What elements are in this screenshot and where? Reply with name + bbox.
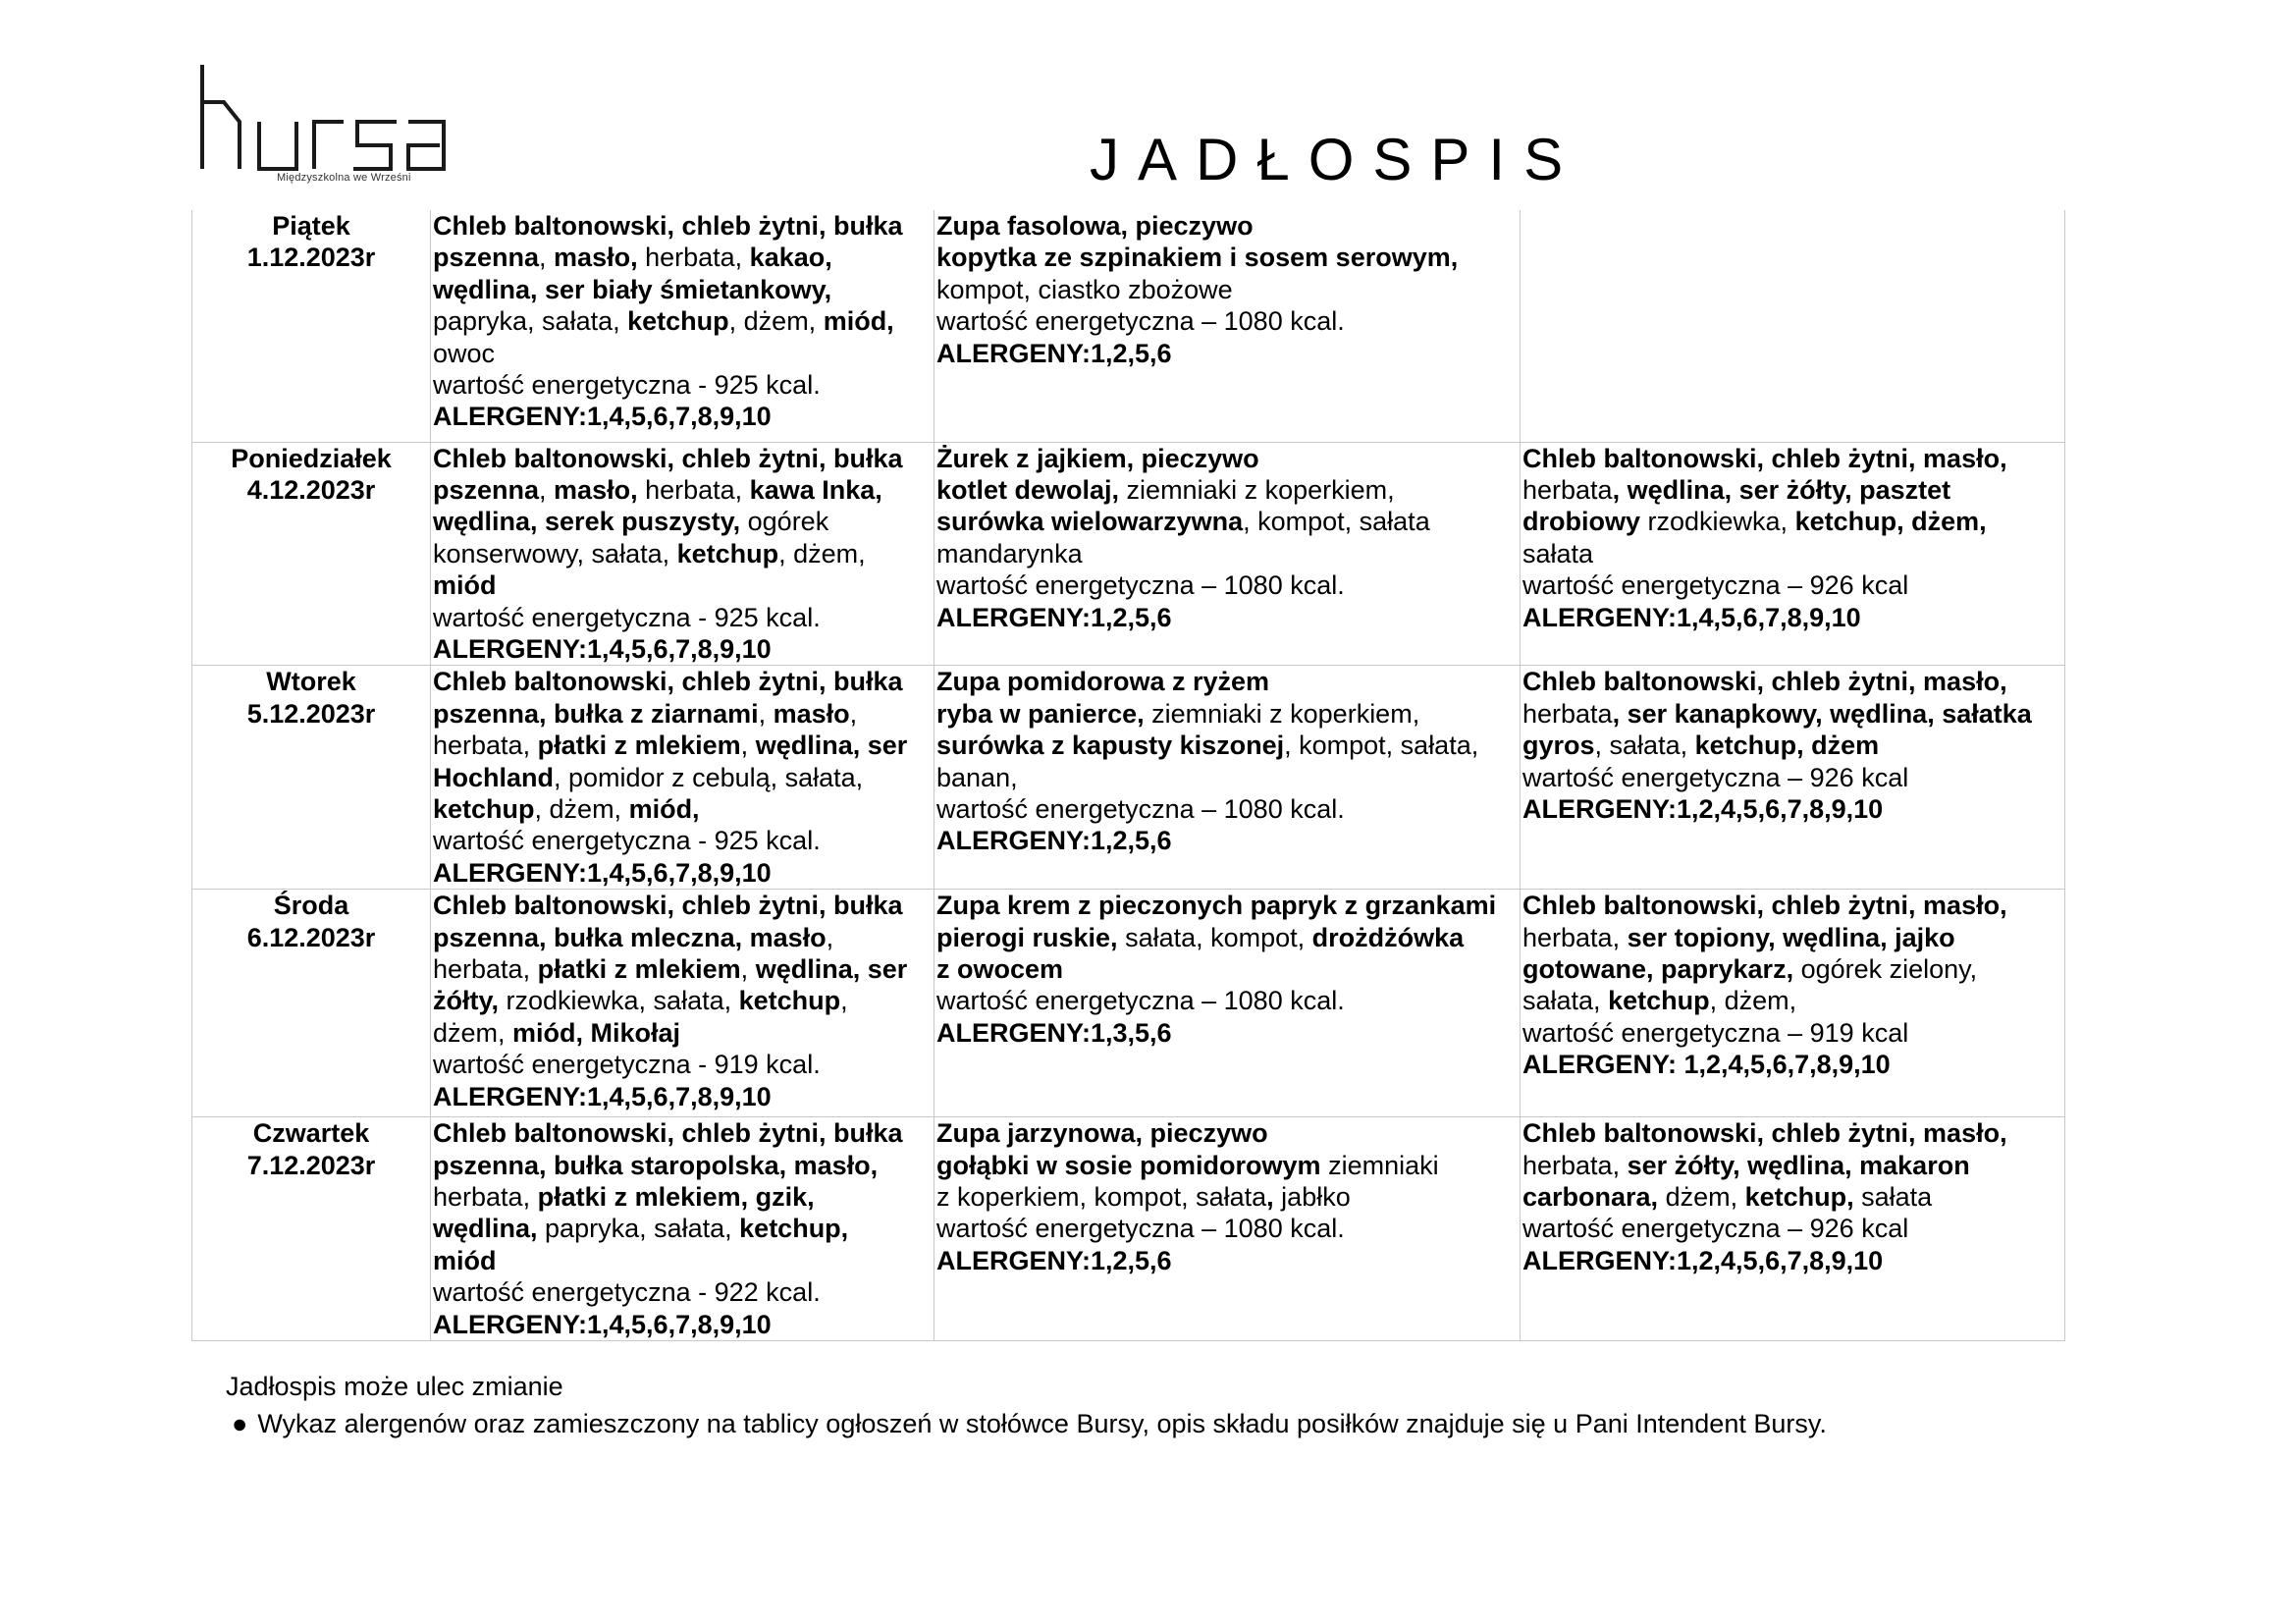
menu-text: Chleb baltonowski, chleb żytni, masło, [1522,667,2007,697]
menu-line [936,698,1518,730]
menu-text: herbata, [433,731,538,761]
menu-line [433,1150,932,1181]
menu-text: wartość energetyczna - 922 kcal. [433,1277,821,1308]
day-name: Czwartek [252,1118,370,1149]
menu-text: , ser kanapkowy, wędlina, sałatka [1612,698,2032,729]
menu-text: ALERGENY:1,2,5,6 [936,826,1172,856]
menu-line [936,474,1518,506]
menu-text: miód, Mikołaj [512,1017,681,1048]
menu-line [936,890,1518,921]
menu-text: rzodkiewka, sałata, [499,986,739,1016]
menu-line [1522,1245,2062,1276]
breakfast-cell [431,890,934,1117]
menu-text: gotowane, paprykarz, [1522,954,1794,984]
menu-line [433,602,932,633]
menu-text: Zupa pomidorowa z ryżem [936,667,1270,697]
table-row [192,1117,2065,1341]
menu-table [191,210,2065,1341]
menu-text: Chleb baltonowski, chleb żytni, masło, [1522,891,2007,921]
menu-line [433,401,932,432]
menu-line [433,506,932,537]
menu-text: papryka, sałata, [433,306,628,337]
menu-line [433,242,932,273]
menu-text: ketchup, dżem [1694,731,1880,761]
menu-line [1522,506,2062,537]
menu-text: Hochland [433,762,555,792]
menu-line [936,210,1518,242]
menu-line [936,506,1518,537]
day-name: Wtorek [266,667,356,697]
menu-text: Chleb baltonowski, chleb żytni, masło, [1522,1118,2007,1149]
menu-line [433,274,932,305]
menu-text: wartość energetyczna – 926 kcal [1522,1214,1909,1244]
breakfast-cell [431,210,934,442]
day-cell [192,210,431,442]
menu-text: ALERGENY:1,4,5,6,7,8,9,10 [433,402,772,432]
day-name: Poniedziałek [231,443,392,473]
menu-text: , pomidor z cebulą, sałata, [554,762,864,792]
menu-text: wartość energetyczna - 925 kcal. [433,826,821,856]
menu-line [433,1309,932,1340]
menu-text: sałata [1522,538,1594,568]
menu-text: ziemniaki z koperkiem, [1144,698,1420,729]
menu-line [936,730,1518,761]
menu-text: , [539,474,555,505]
menu-text: , wędlina, ser żółty, pasztet [1612,474,1951,505]
menu-line [433,1276,932,1308]
menu-text: , [539,243,555,273]
menu-text: ALERGENY:1,2,4,5,6,7,8,9,10 [1522,793,1884,824]
menu-text: ALERGENY:1,4,5,6,7,8,9,10 [433,1309,772,1339]
menu-text: surówka z kapusty kiszonej [936,731,1285,761]
menu-text: ketchup, dżem, [1794,507,1987,537]
menu-text: sałata, kompot, [1117,922,1312,952]
menu-line [1522,1049,2062,1080]
menu-text: , [849,698,858,729]
menu-text: , dżem, [1709,986,1797,1016]
menu-text: , [1266,1182,1274,1212]
menu-line [433,1049,932,1080]
table-row [192,890,2065,1117]
menu-text: z koperkiem, kompot, sałata [936,1182,1267,1212]
menu-text: pszenna, bułka mleczna, masło [433,922,827,952]
menu-text: wartość energetyczna – 1080 kcal. [936,793,1345,824]
menu-text: kotlet dewolaj, [936,474,1120,505]
menu-line [936,305,1518,337]
menu-text: gyros [1522,731,1595,761]
menu-text: ketchup, [739,1214,849,1244]
dinner-cell [934,442,1521,666]
allergen-info-list-item [232,1406,1827,1441]
menu-line [1522,1181,2062,1213]
menu-text: ALERGENY:1,4,5,6,7,8,9,10 [433,1081,772,1111]
menu-text: drożdżówka [1311,922,1465,952]
menu-line [433,985,932,1016]
menu-text: ketchup [738,986,841,1016]
table-row [192,442,2065,666]
day-date: 5.12.2023r [246,698,376,729]
menu-line [936,922,1518,953]
menu-text: Zupa fasolowa, pieczywo [936,211,1254,241]
supper-cell [1521,890,2065,1117]
menu-text: ALERGENY:1,4,5,6,7,8,9,10 [433,857,772,888]
menu-line [1522,538,2062,569]
menu-line [433,1245,932,1276]
day-date: 1.12.2023r [246,243,376,273]
menu-text: pierogi ruskie, [936,922,1118,952]
menu-text: , dżem, [728,306,824,337]
menu-text: miód, [628,793,700,824]
menu-text: surówka wielowarzywna [936,507,1244,537]
menu-line [1522,953,2062,985]
menu-text: , sałata, [1594,731,1695,761]
menu-text: ALERGENY:1,2,5,6 [936,338,1172,368]
menu-text: wartość energetyczna – 1080 kcal. [936,1214,1345,1244]
menu-line [433,890,932,921]
day-cell [192,890,431,1117]
menu-text: wędlina, serek puszysty, [433,507,741,537]
menu-text: masło [773,698,850,729]
menu-text: konserwowy, sałata, [433,538,677,568]
menu-text: ALERGENY:1,2,5,6 [936,602,1172,632]
menu-line [433,730,932,761]
menu-text: wędlina, ser biały śmietankowy, [433,274,832,304]
allergen-info-text: Wykaz alergenów oraz zamieszczony na tablicy ogłoszeń w stołówce Bursy, opis składu posiłków znajduje się u Pani Intendent Bursy. [257,1409,1827,1438]
menu-text: , [740,954,756,984]
menu-text: Chleb baltonowski, chleb żytni, bułka [433,211,903,241]
menu-line [1522,890,2062,921]
menu-line [1522,793,2062,825]
logo-subtitle: Międzyszkolna we Wrześni [277,172,411,184]
menu-line [433,569,932,601]
menu-text: ogórek zielony, [1793,954,1978,984]
menu-text: pszenna, bułka z ziarnami [433,698,759,729]
menu-line [433,633,932,665]
menu-text: miód, [823,306,894,337]
breakfast-cell [431,1117,934,1341]
menu-text: drobiowy [1522,507,1640,537]
menu-text: Chleb baltonowski, chleb żytni, masło, [1522,443,2007,473]
menu-line [936,443,1518,474]
menu-line [936,793,1518,825]
menu-text: ryba w panierce, [936,698,1145,729]
menu-line [936,825,1518,856]
menu-text: herbata [1522,474,1613,505]
menu-line [1522,762,2062,793]
menu-text: papryka, sałata, [537,1214,740,1244]
menu-line [433,369,932,401]
day-date: 6.12.2023r [246,922,376,952]
menu-line [936,1017,1518,1049]
menu-line [936,538,1518,569]
menu-line [1522,922,2062,953]
menu-line [433,474,932,506]
menu-text: dżem, [433,1017,513,1048]
day-cell [192,666,431,890]
menu-text: płatki z mlekiem, gzik, [537,1182,815,1212]
menu-text: ziemniaki z koperkiem, [1119,474,1395,505]
menu-text: , [758,698,774,729]
supper-cell [1521,210,2065,442]
menu-text: gołąbki w sosie pomidorowym [936,1150,1321,1180]
menu-line [1522,474,2062,506]
menu-line [1522,569,2062,601]
menu-text: wartość energetyczna - 919 kcal. [433,1050,821,1080]
menu-line [936,338,1518,369]
day-cell [192,442,431,666]
menu-text: wartość energetyczna – 926 kcal [1522,570,1909,601]
day-name: Piątek [272,211,350,241]
menu-text: masło, [554,243,638,273]
menu-table-body [192,210,2065,1341]
menu-line [433,538,932,569]
menu-line [1522,1117,2062,1149]
menu-text: ALERGENY:1,2,4,5,6,7,8,9,10 [1522,1245,1884,1275]
menu-line [1522,730,2062,761]
menu-line [936,666,1518,697]
menu-line [1522,666,2062,697]
menu-text: jabłko [1273,1182,1351,1212]
menu-text: Żurek z jajkiem, pieczywo [936,443,1259,473]
menu-text: , [826,922,834,952]
menu-line [433,443,932,474]
menu-line [433,857,932,889]
menu-text: ogórek [740,507,829,537]
menu-line [433,1117,932,1149]
menu-line [936,242,1518,273]
menu-line [1522,1150,2062,1181]
supper-cell [1521,442,2065,666]
menu-text: wędlina, [433,1214,538,1244]
menu-line [433,762,932,793]
menu-text: herbata, [433,954,538,984]
menu-text: żółty, [433,986,499,1016]
menu-text: Zupa jarzynowa, pieczywo [936,1118,1268,1149]
menu-line [936,569,1518,601]
menu-text: Zupa krem z pieczonych papryk z grzankami [936,891,1497,921]
menu-text: ser żółty, wędlina, makaron [1627,1150,1970,1180]
menu-text: wartość energetyczna – 1080 kcal. [936,570,1345,601]
menu-text: miód [433,570,497,601]
menu-text: pszenna [433,243,540,273]
menu-text: Chleb baltonowski, chleb żytni, bułka [433,891,903,921]
menu-text: herbata, [1522,1150,1628,1180]
dinner-cell [934,666,1521,890]
day-cell [192,1117,431,1341]
menu-text: , kompot, sałata [1243,507,1430,537]
menu-line [433,210,932,242]
menu-text: ziemniaki [1320,1150,1439,1180]
menu-text: wartość energetyczna - 925 kcal. [433,370,821,401]
menu-line [433,338,932,369]
menu-text: , [840,986,848,1016]
menu-text: ketchup [1608,986,1710,1016]
menu-text: herbata, [1522,922,1628,952]
menu-text: mandarynka [936,538,1083,568]
menu-text: ALERGENY:1,4,5,6,7,8,9,10 [1522,602,1861,632]
menu-line [936,762,1518,793]
menu-line [936,602,1518,633]
menu-text: , dżem, [534,793,629,824]
menu-text: herbata [1522,698,1613,729]
bursa-logo-icon [194,61,450,189]
menu-line [433,698,932,730]
menu-text: wędlina, ser [755,954,908,984]
dinner-cell [934,1117,1521,1341]
menu-text: płatki z mlekiem [537,954,741,984]
menu-change-note: Jadłospis może ulec zmianie [226,1372,563,1401]
menu-text: wartość energetyczna - 925 kcal. [433,602,821,632]
table-row [192,210,2065,442]
day-date: 7.12.2023r [246,1150,376,1180]
menu-text: wartość energetyczna – 919 kcal [1522,1017,1909,1048]
menu-text: ketchup [627,306,729,337]
menu-line [936,1181,1518,1213]
menu-text: ALERGENY:1,4,5,6,7,8,9,10 [433,633,772,664]
menu-text: pszenna, bułka staropolska, masło, [433,1150,879,1180]
menu-text: herbata, [637,243,750,273]
menu-text: Chleb baltonowski, chleb żytni, bułka [433,667,903,697]
dinner-cell [934,890,1521,1117]
menu-text: herbata, [637,474,750,505]
menu-text: banan, [936,762,1018,792]
supper-cell [1521,666,2065,890]
menu-text: dżem, [1658,1182,1745,1212]
menu-text: kopytka ze szpinakiem i sosem serowym, [936,243,1459,273]
menu-line [1522,985,2062,1016]
menu-text: carbonara, [1522,1182,1659,1212]
page-title: JADŁOSPIS [1090,127,1582,192]
menu-text: , dżem, [778,538,866,568]
menu-text: wartość energetyczna – 926 kcal [1522,762,1909,792]
menu-line [433,953,932,985]
menu-text: ALERGENY:1,3,5,6 [936,1017,1172,1048]
day-date: 4.12.2023r [246,474,376,505]
supper-cell [1521,1117,2065,1341]
menu-text: ALERGENY: 1,2,4,5,6,7,8,9,10 [1522,1050,1891,1080]
menu-text: sałata [1853,1182,1933,1212]
menu-line [1522,443,2062,474]
menu-line [1522,1213,2062,1244]
menu-text: herbata, [433,1182,538,1212]
menu-text: ketchup [676,538,779,568]
menu-text: sałata, [1522,986,1609,1016]
menu-text: ALERGENY:1,2,5,6 [936,1245,1172,1275]
menu-text: Chleb baltonowski, chleb żytni, bułka [433,443,903,473]
menu-line [433,1213,932,1244]
menu-text: pszenna [433,474,540,505]
menu-line [433,825,932,856]
menu-line [1522,698,2062,730]
breakfast-cell [431,442,934,666]
menu-line [433,793,932,825]
table-row [192,666,2065,890]
menu-text: kompot, ciastko zbożowe [936,274,1233,304]
menu-line [936,274,1518,305]
menu-text: , [740,731,756,761]
bullet-icon: ● [232,1409,248,1438]
menu-line [936,1213,1518,1244]
menu-text: , kompot, sałata, [1284,731,1479,761]
dinner-cell [934,210,1521,442]
menu-text: owoc [433,338,496,368]
menu-text: masło, [554,474,638,505]
menu-line [433,305,932,337]
menu-line [1522,1017,2062,1049]
menu-text: ser topiony, wędlina, jajko [1627,922,1955,952]
menu-text: wartość energetyczna – 1080 kcal. [936,986,1345,1016]
menu-line [1522,602,2062,633]
menu-text: wartość energetyczna – 1080 kcal. [936,306,1345,337]
menu-text: ketchup, [1744,1182,1854,1212]
menu-text: Chleb baltonowski, chleb żytni, bułka [433,1118,903,1149]
menu-line [936,953,1518,985]
menu-text: wędlina, ser [755,731,908,761]
menu-text: kawa Inka, [749,474,882,505]
menu-line [936,985,1518,1016]
menu-text: rzodkiewka, [1640,507,1795,537]
menu-line [433,1081,932,1112]
menu-line [433,922,932,953]
menu-text: miód [433,1245,497,1275]
menu-line [433,1017,932,1049]
day-name: Środa [273,891,349,921]
menu-text: z owocem [936,954,1064,984]
menu-line [433,666,932,697]
menu-text: płatki z mlekiem [537,731,741,761]
menu-line [936,1245,1518,1276]
menu-line [936,1117,1518,1149]
menu-text: kakao, [749,243,832,273]
menu-text: ketchup [433,793,535,824]
menu-line [936,1150,1518,1181]
breakfast-cell [431,666,934,890]
menu-line [433,1181,932,1213]
